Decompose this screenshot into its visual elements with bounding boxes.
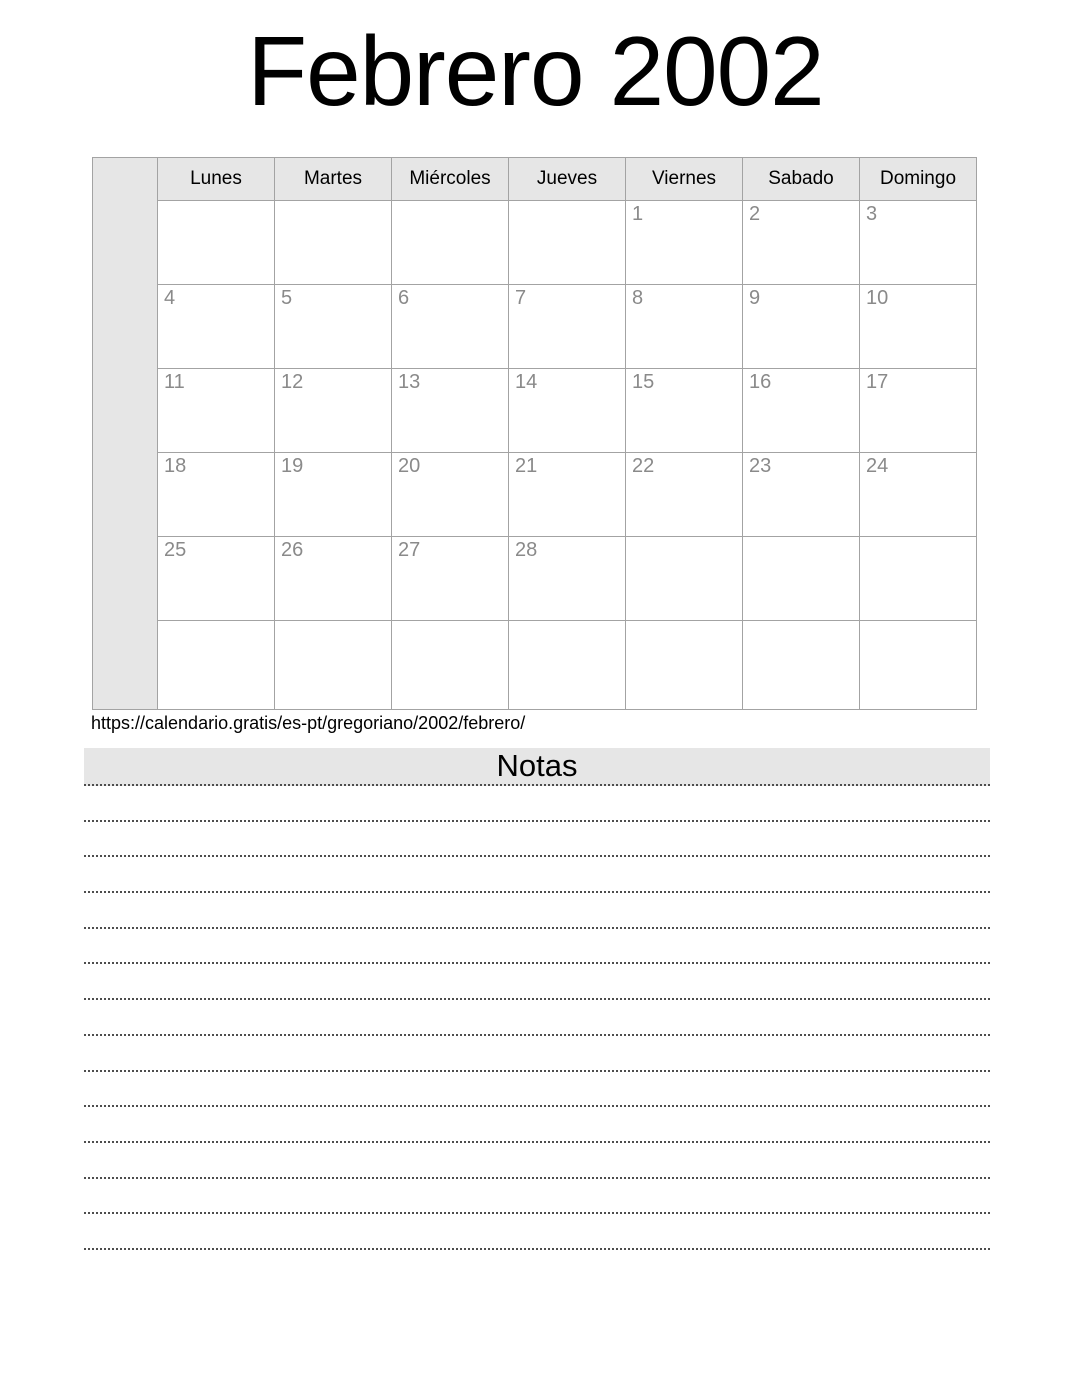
source-url-text: https://calendario.gratis/es-pt/gregoriano/2002/febrero/: [91, 713, 526, 733]
day-cell-3: 3: [860, 201, 977, 285]
weekday-header-miercoles: Miércoles: [392, 158, 509, 201]
notes-line: [84, 893, 990, 929]
notes-header: Notas: [84, 748, 990, 786]
notes-line: [84, 1179, 990, 1215]
day-cell-28: 28: [509, 537, 626, 621]
weekday-header-viernes: Viernes: [626, 158, 743, 201]
notes-line: [84, 857, 990, 893]
weekday-header-martes: Martes: [275, 158, 392, 201]
day-cell-27: 27: [392, 537, 509, 621]
day-cell-23: 23: [743, 453, 860, 537]
calendar-week-row-5: [93, 537, 977, 621]
day-cell-22: 22: [626, 453, 743, 537]
notes-line: [84, 1107, 990, 1143]
calendar-table: [92, 157, 977, 710]
week-number-column: [93, 158, 158, 710]
day-cell: [743, 537, 860, 621]
day-cell: [626, 621, 743, 710]
notes-line: [84, 1036, 990, 1072]
day-cell-16: 16: [743, 369, 860, 453]
calendar-week-row-2: [93, 285, 977, 369]
day-cell-6: 6: [392, 285, 509, 369]
day-cell: [626, 537, 743, 621]
day-cell: [275, 201, 392, 285]
day-cell-15: 15: [626, 369, 743, 453]
day-cell-21: 21: [509, 453, 626, 537]
weekday-header-jueves: Jueves: [509, 158, 626, 201]
day-cell-20: 20: [392, 453, 509, 537]
day-cell: [509, 201, 626, 285]
calendar-week-row-3: [93, 369, 977, 453]
day-cell-18: 18: [158, 453, 275, 537]
notes-lines-area: [84, 786, 990, 1250]
weekday-header-lunes: Lunes: [158, 158, 275, 201]
notes-line: [84, 1072, 990, 1108]
day-cell: [860, 621, 977, 710]
day-cell-5: 5: [275, 285, 392, 369]
calendar-week-row-1: [93, 201, 977, 285]
day-cell: [743, 621, 860, 710]
day-cell-17: 17: [860, 369, 977, 453]
day-cell: [392, 201, 509, 285]
day-cell-14: 14: [509, 369, 626, 453]
weekday-header-domingo: Domingo: [860, 158, 977, 201]
day-cell-24: 24: [860, 453, 977, 537]
day-cell-11: 11: [158, 369, 275, 453]
day-cell-2: 2: [743, 201, 860, 285]
day-cell: [509, 621, 626, 710]
day-cell-10: 10: [860, 285, 977, 369]
page-title: Febrero 2002: [247, 16, 824, 126]
day-cell: [158, 621, 275, 710]
weekday-header-row: [93, 158, 977, 201]
notes-line: [84, 786, 990, 822]
day-cell: [158, 201, 275, 285]
calendar-week-row-4: [93, 453, 977, 537]
notes-line: [84, 1000, 990, 1036]
weekday-header-sabado: Sabado: [743, 158, 860, 201]
day-cell-9: 9: [743, 285, 860, 369]
notes-line: [84, 1143, 990, 1179]
day-cell-4: 4: [158, 285, 275, 369]
day-cell-13: 13: [392, 369, 509, 453]
notes-line: [84, 929, 990, 965]
day-cell: [392, 621, 509, 710]
notes-line: [84, 964, 990, 1000]
day-cell-26: 26: [275, 537, 392, 621]
calendar-week-row-6: [93, 621, 977, 710]
day-cell-7: 7: [509, 285, 626, 369]
day-cell-8: 8: [626, 285, 743, 369]
notes-line: [84, 1214, 990, 1250]
day-cell: [860, 537, 977, 621]
day-cell: [275, 621, 392, 710]
day-cell-1: 1: [626, 201, 743, 285]
day-cell-12: 12: [275, 369, 392, 453]
notes-line: [84, 822, 990, 858]
day-cell-25: 25: [158, 537, 275, 621]
day-cell-19: 19: [275, 453, 392, 537]
